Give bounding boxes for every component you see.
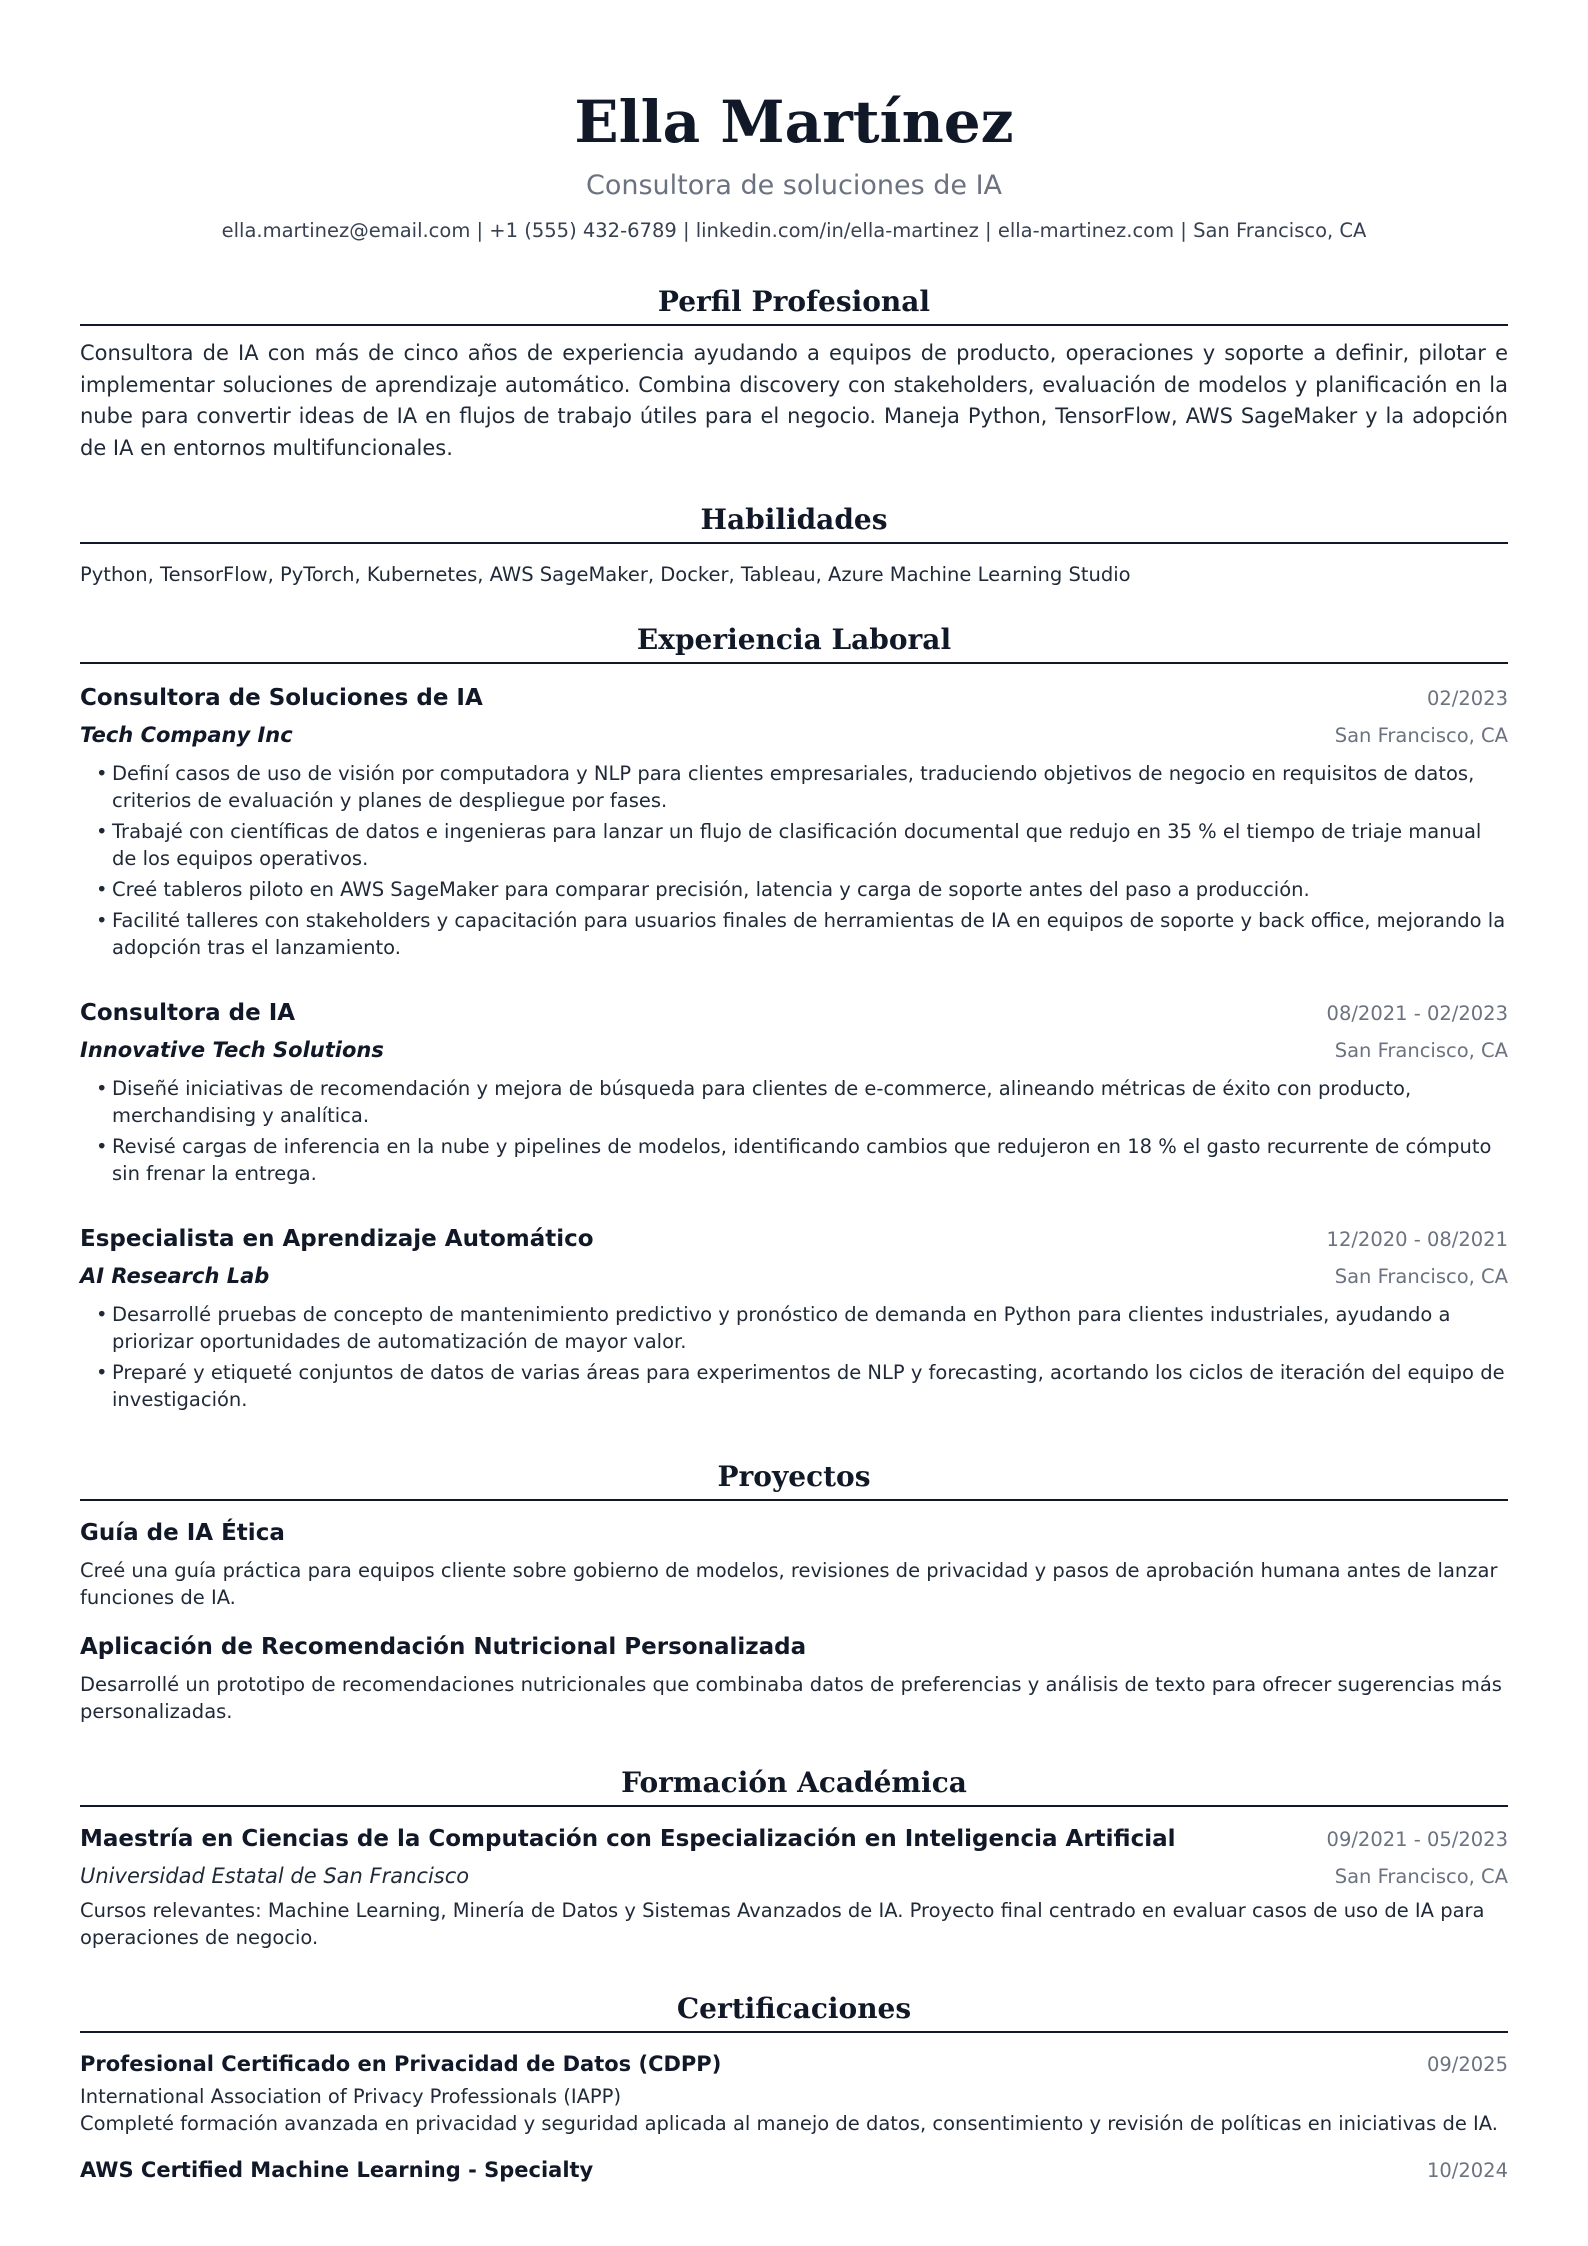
job-bullet: • Desarrollé pruebas de concepto de mantenimiento predictivo y pronóstico de demanda en Python para clientes industriales, ayudando a priorizar oportunidades de automatización de mayor valor.: [98, 1301, 1508, 1355]
school-name: Universidad Estatal de San Francisco: [80, 1864, 470, 1888]
certification-title-row: [80, 2153, 1508, 2189]
job-company: Tech Company Inc: [80, 723, 293, 747]
job-bullet: • Revisé cargas de inferencia en la nube y pipelines de modelos, identificando cambios que redujeron en 18 % el gasto recurrente de cómputo sin frenar la entrega.: [98, 1133, 1508, 1187]
project-description: Creé una guía práctica para equipos cliente sobre gobierno de modelos, revisiones de privacidad y pasos de aprobación humana antes de lanzar funciones de IA.: [80, 1559, 1498, 1609]
job-date: 08/2021 - 02/2023: [1326, 1002, 1508, 1025]
summary-section: [80, 282, 1508, 464]
job-date: 12/2020 - 08/2021: [1326, 1228, 1508, 1251]
job-company: Innovative Tech Solutions: [80, 1038, 384, 1062]
job-date: 02/2023: [1426, 687, 1508, 710]
certification-title: Profesional Certificado en Privacidad de Datos (CDPP): [80, 2052, 722, 2076]
certification-title-row: [80, 2047, 1508, 2083]
section-heading-summary: Perfil Profesional: [80, 282, 1508, 326]
skills-text: Python, TensorFlow, PyTorch, Kubernetes, AWS SageMaker, Docker, Tableau, Azure Machine Learning Studio: [80, 563, 1131, 586]
job-bullet: • Facilité talleres con stakeholders y capacitación para usuarios finales de herramientas de IA en equipos de soporte y back office, mejorando la adopción tras el lanzamiento.: [98, 907, 1508, 961]
project-title: Aplicación de Recomendación Nutricional Personalizada: [80, 1634, 807, 1660]
job-company: AI Research Lab: [80, 1264, 270, 1288]
certification-date: 09/2025: [1426, 2053, 1508, 2076]
contact-line: ella.martinez@email.com | +1 (555) 432-6789 | linkedin.com/in/ella-martinez | ella-martinez.com | San Francisco, CA: [221, 219, 1367, 242]
certification-title: AWS Certified Machine Learning - Specialty: [80, 2158, 594, 2182]
job-title-row: [80, 680, 1508, 717]
school-location: San Francisco, CA: [1334, 1865, 1508, 1888]
education-section: [80, 1763, 1508, 1951]
projects-section: [80, 1457, 1508, 1725]
certifications-section: [80, 1989, 1508, 2189]
job-entry: [80, 1221, 1508, 1413]
education-description: Cursos relevantes: Machine Learning, Minería de Datos y Sistemas Avanzados de IA. Proyecto final centrado en evaluar casos de uso de IA para operaciones de negocio.: [80, 1899, 1485, 1949]
section-heading-projects: Proyectos: [80, 1457, 1508, 1501]
job-title-row: [80, 1221, 1508, 1258]
job-location: San Francisco, CA: [1334, 724, 1508, 747]
job-bullet: • Preparé y etiqueté conjuntos de datos de varias áreas para experimentos de NLP y forecasting, acortando los ciclos de iteración del equipo de investigación.: [98, 1359, 1508, 1413]
job-entry: [80, 995, 1508, 1187]
job-bullets: [80, 1075, 1508, 1187]
project-title: Guía de IA Ética: [80, 1520, 285, 1546]
job-title: Consultora de Soluciones de IA: [80, 685, 483, 711]
certification-date: 10/2024: [1426, 2159, 1508, 2182]
job-title: Especialista en Aprendizaje Automático: [80, 1226, 594, 1252]
summary-text: Consultora de IA con más de cinco años de experiencia ayudando a equipos de producto, operaciones y soporte a definir, pilotar e implementar soluciones de aprendizaje automático. Combina discovery con stakeholders, evaluación de modelos y planificación en la nube para convertir ideas de IA en flujos de trabajo útiles para el negocio. Maneja Python, TensorFlow, AWS SageMaker y la adopción de IA en entornos multifuncionales.: [80, 341, 1508, 460]
certification-entry: [80, 2153, 1508, 2189]
job-company-row: [80, 717, 1508, 754]
job-company-row: [80, 1032, 1508, 1069]
job-bullets: [80, 1301, 1508, 1413]
job-bullet: • Creé tableros piloto en AWS SageMaker para comparar precisión, latencia y carga de soporte antes del paso a producción.: [98, 876, 1508, 903]
job-title-row: [80, 995, 1508, 1032]
job-bullets: [80, 760, 1508, 961]
section-heading-certifications: Certificaciones: [80, 1989, 1508, 2033]
education-entry: [80, 1821, 1508, 1951]
resume-header: [80, 0, 1508, 246]
job-entry: [80, 680, 1508, 961]
school-row: [80, 1858, 1508, 1895]
candidate-title: Consultora de soluciones de IA: [585, 170, 1003, 201]
certification-entry: [80, 2047, 1508, 2137]
job-location: San Francisco, CA: [1334, 1039, 1508, 1062]
section-heading-education: Formación Académica: [80, 1763, 1508, 1807]
job-title: Consultora de IA: [80, 1000, 296, 1026]
job-location: San Francisco, CA: [1334, 1265, 1508, 1288]
candidate-name: Ella Martínez: [574, 88, 1014, 156]
section-heading-skills: Habilidades: [80, 500, 1508, 544]
job-bullet: • Trabajé con científicas de datos e ingenieras para lanzar un flujo de clasificación documental que redujo en 35 % el tiempo de triaje manual de los equipos operativos.: [98, 818, 1508, 872]
job-company-row: [80, 1258, 1508, 1295]
job-bullet: • Diseñé iniciativas de recomendación y mejora de búsqueda para clientes de e-commerce, alineando métricas de éxito con producto, merchandising y analítica.: [98, 1075, 1508, 1129]
job-bullet: • Definí casos de uso de visión por computadora y NLP para clientes empresariales, traduciendo objetivos de negocio en requisitos de datos, criterios de evaluación y planes de despliegue por fases.: [98, 760, 1508, 814]
degree-row: [80, 1821, 1508, 1858]
certification-issuer: International Association of Privacy Professionals (IAPP): [80, 2085, 622, 2108]
section-heading-experience: Experiencia Laboral: [80, 620, 1508, 664]
skills-section: [80, 500, 1508, 590]
education-date: 09/2021 - 05/2023: [1326, 1828, 1508, 1851]
certification-description: Completé formación avanzada en privacidad y seguridad aplicada al manejo de datos, consentimiento y revisión de políticas en iniciativas de IA.: [80, 2112, 1498, 2135]
project-description: Desarrollé un prototipo de recomendaciones nutricionales que combinaba datos de preferencias y análisis de texto para ofrecer sugerencias más personalizadas.: [80, 1673, 1502, 1723]
degree-title: Maestría en Ciencias de la Computación con Especialización en Inteligencia Artificial: [80, 1826, 1176, 1852]
experience-section: [80, 620, 1508, 1413]
